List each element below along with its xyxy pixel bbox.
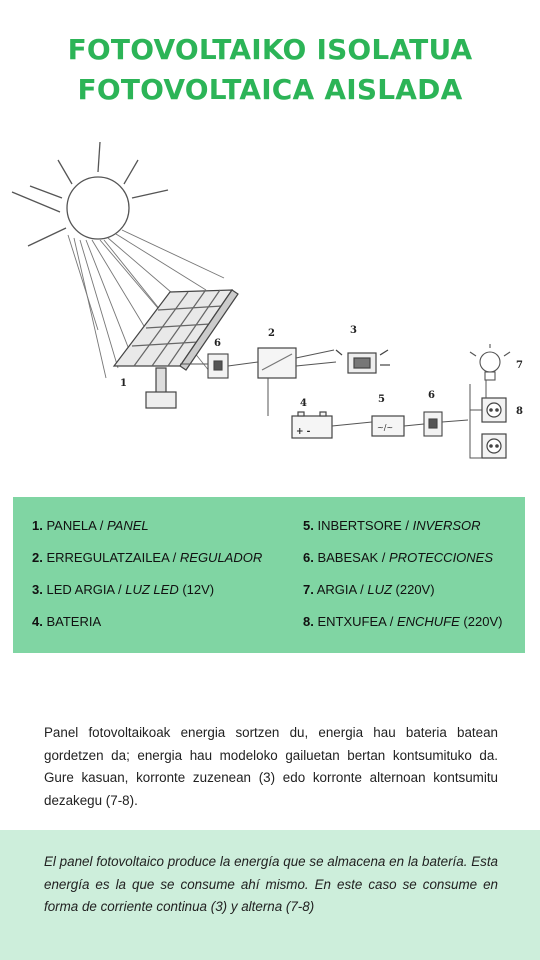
sun-icon — [12, 142, 168, 246]
protection-box-right — [424, 412, 442, 436]
inverter-symbol: ~/~ — [377, 423, 394, 432]
protection-box-left — [208, 354, 228, 378]
legend-item-6: 6. BABESAK / PROTECCIONES — [303, 550, 494, 565]
legend-item-2: 2. ERREGULATZAILEA / REGULADOR — [32, 550, 263, 565]
legend-item-1: 1. PANELA / PANEL — [32, 518, 149, 533]
label-3: 3 — [350, 325, 357, 336]
legend-item-3: 3. LED ARGIA / LUZ LED (12V) — [32, 582, 215, 597]
title-spanish: FOTOVOLTAICA AISLADA — [77, 73, 463, 106]
title-basque: FOTOVOLTAIKO ISOLATUA — [67, 33, 473, 66]
socket-icon — [482, 398, 506, 458]
label-6-left: 6 — [214, 338, 221, 349]
legend-item-8: 8. ENTXUFEA / ENCHUFE (220V) — [303, 614, 503, 629]
label-6-right: 6 — [428, 390, 435, 401]
regulator-box — [258, 348, 296, 378]
legend-box — [13, 497, 525, 653]
label-2: 2 — [268, 328, 275, 339]
solar-system-diagram — [0, 140, 540, 480]
bulb-icon — [470, 344, 510, 380]
page-title — [0, 30, 540, 110]
label-8: 8 — [516, 406, 523, 417]
label-1: 1 — [120, 378, 127, 389]
spanish-description: El panel fotovoltaico produce la energía que se almacena en la batería. Esta energía es la que se consume ahí mismo. En este caso se consume en forma de corriente continua (3) y alterna (7-8) — [44, 854, 498, 914]
legend-item-5: 5. INBERTSORE / INVERSOR — [303, 518, 481, 533]
battery-sign: + - — [296, 427, 311, 437]
label-7: 7 — [516, 360, 523, 371]
basque-description: Panel fotovoltaikoak energia sortzen du, energia hau bateria batean gordetzen da; energia hau modeloko gailuetan bertan kontsumituko da. Gure kasuan, korronte zuzenean (3) edo korronte alternoan kontsumitu dezakegu (7-8). — [44, 725, 498, 808]
legend-item-7: 7. ARGIA / LUZ (220V) — [303, 582, 435, 597]
legend-item-4: 4. BATERIA — [32, 614, 102, 629]
label-4: 4 — [300, 398, 307, 409]
led-light — [336, 350, 390, 373]
label-5: 5 — [378, 394, 385, 405]
